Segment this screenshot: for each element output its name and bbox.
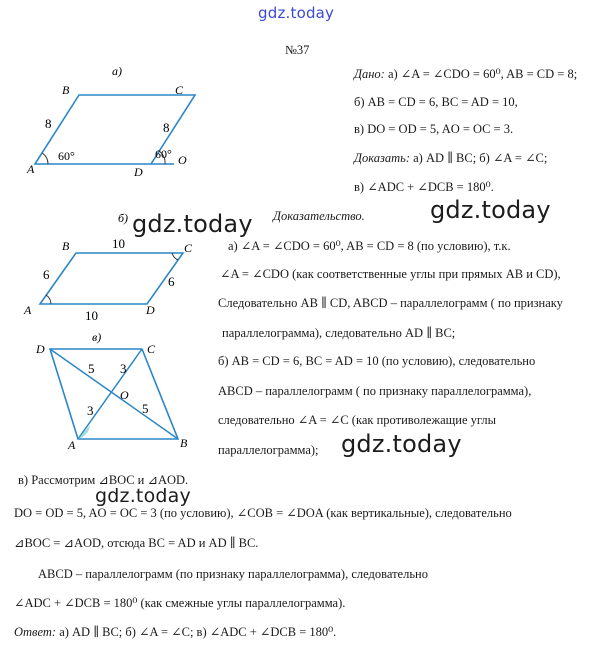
segment-OB-label: 5 [142,401,149,416]
answer-line: Ответ: а) AD ∥ BC; б) ∠A = ∠C; в) ∠ADC + ∠DCB = 180⁰. [14,625,337,639]
parallelogram-b [40,253,183,304]
side-AD-label-b: 10 [85,308,98,323]
vertex-C-a: C [175,83,184,97]
side-CD-label-b: 6 [168,274,175,289]
proof-title: Доказательство. [273,209,365,223]
angle-arc-A [42,153,48,164]
proof-line-6: ABCD – параллелограмм ( по признаку параллелограмма), [218,384,532,398]
part-c-line-2: DO = OD = 5, AO = OC = 3 (по условию), ∠COB = ∠DOA (как вертикальные), следовательно [14,506,512,520]
proof-line-2: ∠A = ∠CDO (как соответственные углы при прямых AB и CD), [220,267,561,281]
angle-arc-C-b [172,253,178,260]
answer-label: Ответ: [14,625,57,639]
watermark-2: gdz.today [430,196,551,224]
angle-CDO-label-a: 60° [155,147,172,161]
proof-line-7: следовательно ∠A = ∠C (как противолежащие углы [218,413,497,427]
side-AB-label-a: 8 [45,116,52,131]
prove-label: Доказать: [354,151,410,165]
vertex-C-c: C [147,342,156,356]
vertex-B-a: B [62,83,70,97]
vertex-O-c: O [120,388,129,402]
vertex-C-b: C [184,241,193,255]
side-BC-label-b: 10 [112,236,125,251]
prove-line-1: Доказать: а) AD ∥ BC; б) ∠A = ∠C; [354,151,548,165]
watermark-4: gdz.today [95,485,191,507]
vertex-D-c: D [36,342,45,356]
vertex-A-b: A [24,303,32,317]
given-label: Дано: [354,67,385,81]
vertex-O-a: O [178,153,187,167]
proof-line-4: параллелограмма), следовательно AD ∥ BC; [222,326,456,340]
part-c-line-1: в) Рассмотрим ⊿BOC и ⊿AOD. [18,473,189,487]
angle-arc-A-b [46,295,51,304]
figure-c [30,325,205,453]
angle-A-label-a: 60° [58,149,75,163]
proof-line-8: параллелограмма); [218,443,319,457]
proof-line-3: Следовательно AB ∥ CD, ABCD – параллелограмм ( по признаку [218,296,563,310]
given-line-b: б) AB = CD = 6, BC = AD = 10, [354,95,518,109]
segment-OC-label: 3 [120,361,127,376]
vertex-D-a: D [134,165,143,179]
watermark-top: gdz.today [258,4,335,22]
proof-line-5: б) AB = CD = 6, BC = AD = 10 (по условию), следовательно [218,354,536,368]
proof-line-1: а) ∠A = ∠CDO = 60⁰, AB = CD = 8 (по условию), т.к. [228,239,511,253]
problem-number: №37 [285,43,310,57]
part-c-line-5: ∠ADC + ∠DCB = 180⁰ (как смежные углы параллелограмма). [14,596,346,610]
part-c-line-4: ABCD – параллелограмм (по признаку параллелограмма), следовательно [38,567,428,581]
part-c-line-3: ⊿BOC = ⊿AOD, отсюда BC = AD и AD ∥ BC. [14,536,259,550]
vertex-B-c: B [180,436,188,450]
side-AB-label-b: 6 [43,267,50,282]
diagonal-DB [50,349,178,439]
prove-line-2: в) ∠ADC + ∠DCB = 180⁰. [354,180,494,194]
watermark-3: gdz.today [341,430,462,458]
segment-DO-label: 5 [88,361,95,376]
vertex-A-c: A [68,438,76,452]
figure-c-label: в) [92,330,102,344]
given-line-c: в) DO = OD = 5, AO = OC = 3. [354,122,514,136]
segment-AO-label: 3 [87,403,94,418]
watermark-1: gdz.today [132,210,253,238]
figure-b-label: б) [118,211,129,225]
vertex-A-a: A [27,162,35,176]
vertex-D-b: D [146,303,155,317]
figure-a [22,60,207,180]
vertex-B-b: B [62,239,70,253]
given-line-a: Дано: а) ∠A = ∠CDO = 60⁰, AB = CD = 8; [354,67,578,81]
figure-a-label: а) [112,64,122,78]
side-CD-label-a: 8 [163,120,170,135]
